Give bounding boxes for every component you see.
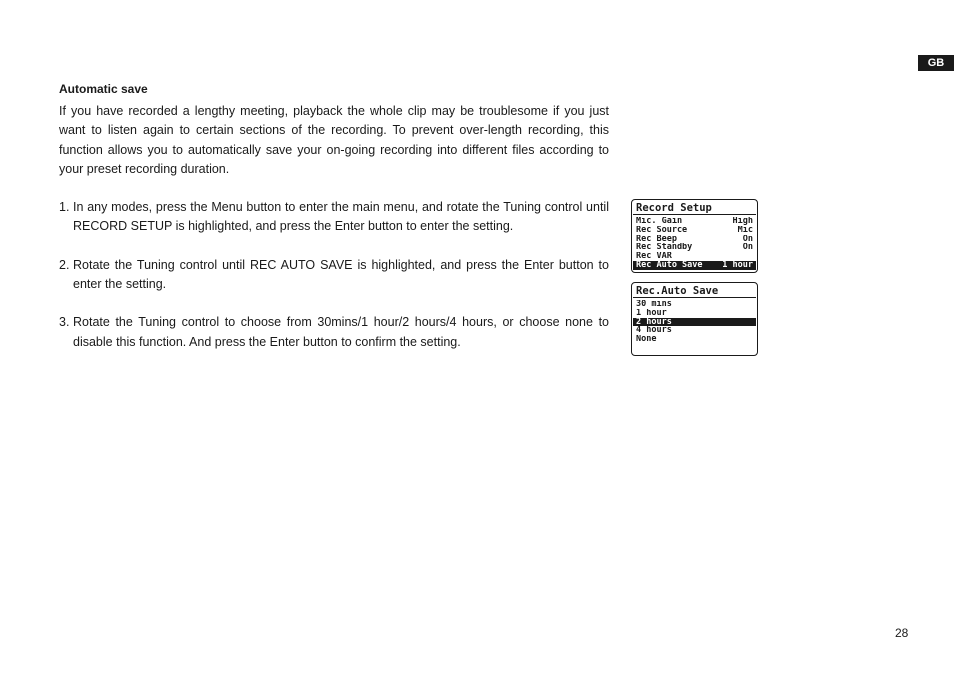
step-text: Rotate the Tuning control until REC AUTO SAVE is highlighted, and press the Enter button to enter the setting. — [73, 257, 609, 292]
lcd-row-label: 4 hours — [636, 326, 672, 336]
step-item — [59, 198, 609, 237]
lcd-row-label: Rec Beep — [636, 234, 677, 244]
lcd-rec-auto-save — [631, 282, 758, 356]
lcd-option-row — [633, 335, 756, 344]
lcd-menu-row — [633, 217, 756, 226]
lcd-menu-row — [633, 243, 756, 252]
lcd-record-setup — [631, 199, 758, 273]
lcd-row-value: Mic — [737, 225, 753, 235]
lcd-row-label: Mic. Gain — [636, 217, 683, 226]
lcd-row-label: Rec Auto Save — [636, 260, 703, 270]
lcd-title: Rec.Auto Save — [633, 285, 756, 298]
lcd-row-label: Rec Source — [636, 225, 688, 235]
language-badge: GB — [918, 55, 954, 71]
lcd-row-value: High — [732, 217, 753, 226]
step-text: In any modes, press the Menu button to enter the main menu, and rotate the Tuning control until RECORD SETUP is highlighted, and press the Enter button to enter the setting. — [73, 200, 609, 234]
lcd-row-label: Rec VAR — [636, 252, 672, 261]
lcd-option-row-selected — [633, 318, 756, 327]
lcd-row-value: On — [742, 243, 753, 253]
lcd-row-label: Rec Standby — [636, 243, 693, 253]
lcd-row-label: 30 mins — [636, 300, 672, 309]
lcd-row-label: 2 hours — [636, 317, 672, 327]
step-text: Rotate the Tuning control to choose from 30mins/1 hour/2 hours/4 hours, or choose none to disable this function. And press the Enter button to confirm the setting. — [73, 315, 609, 349]
lcd-menu-row — [633, 252, 756, 261]
step-number: 2. — [59, 257, 70, 272]
step-item — [59, 256, 609, 295]
step-number: 1. — [59, 200, 70, 215]
steps-list — [59, 198, 609, 352]
lcd-option-row — [633, 326, 756, 335]
lcd-menu-row — [633, 235, 756, 244]
lcd-option-row — [633, 300, 756, 309]
step-item — [59, 313, 609, 352]
section-heading: Automatic save — [59, 82, 148, 96]
lcd-menu-row-selected — [633, 261, 756, 270]
lcd-row-label: None — [636, 335, 657, 344]
page-number: 28 — [895, 626, 909, 640]
intro-paragraph: If you have recorded a lengthy meeting, playback the whole clip may be troublesome if you just want to listen again to certain sections of the recording. To prevent over-length recording, this function allows you to automatically save your on-going recording into different files according to your preset recording duration. — [59, 104, 609, 176]
main-content — [59, 80, 609, 371]
step-number: 3. — [59, 315, 70, 330]
lcd-row-label: 1 hour — [636, 308, 667, 318]
lcd-menu-row — [633, 226, 756, 235]
lcd-title: Record Setup — [633, 202, 756, 215]
lcd-row-value: 1 hour — [722, 260, 753, 270]
lcd-row-value: On — [742, 234, 753, 244]
lcd-option-row — [633, 309, 756, 318]
